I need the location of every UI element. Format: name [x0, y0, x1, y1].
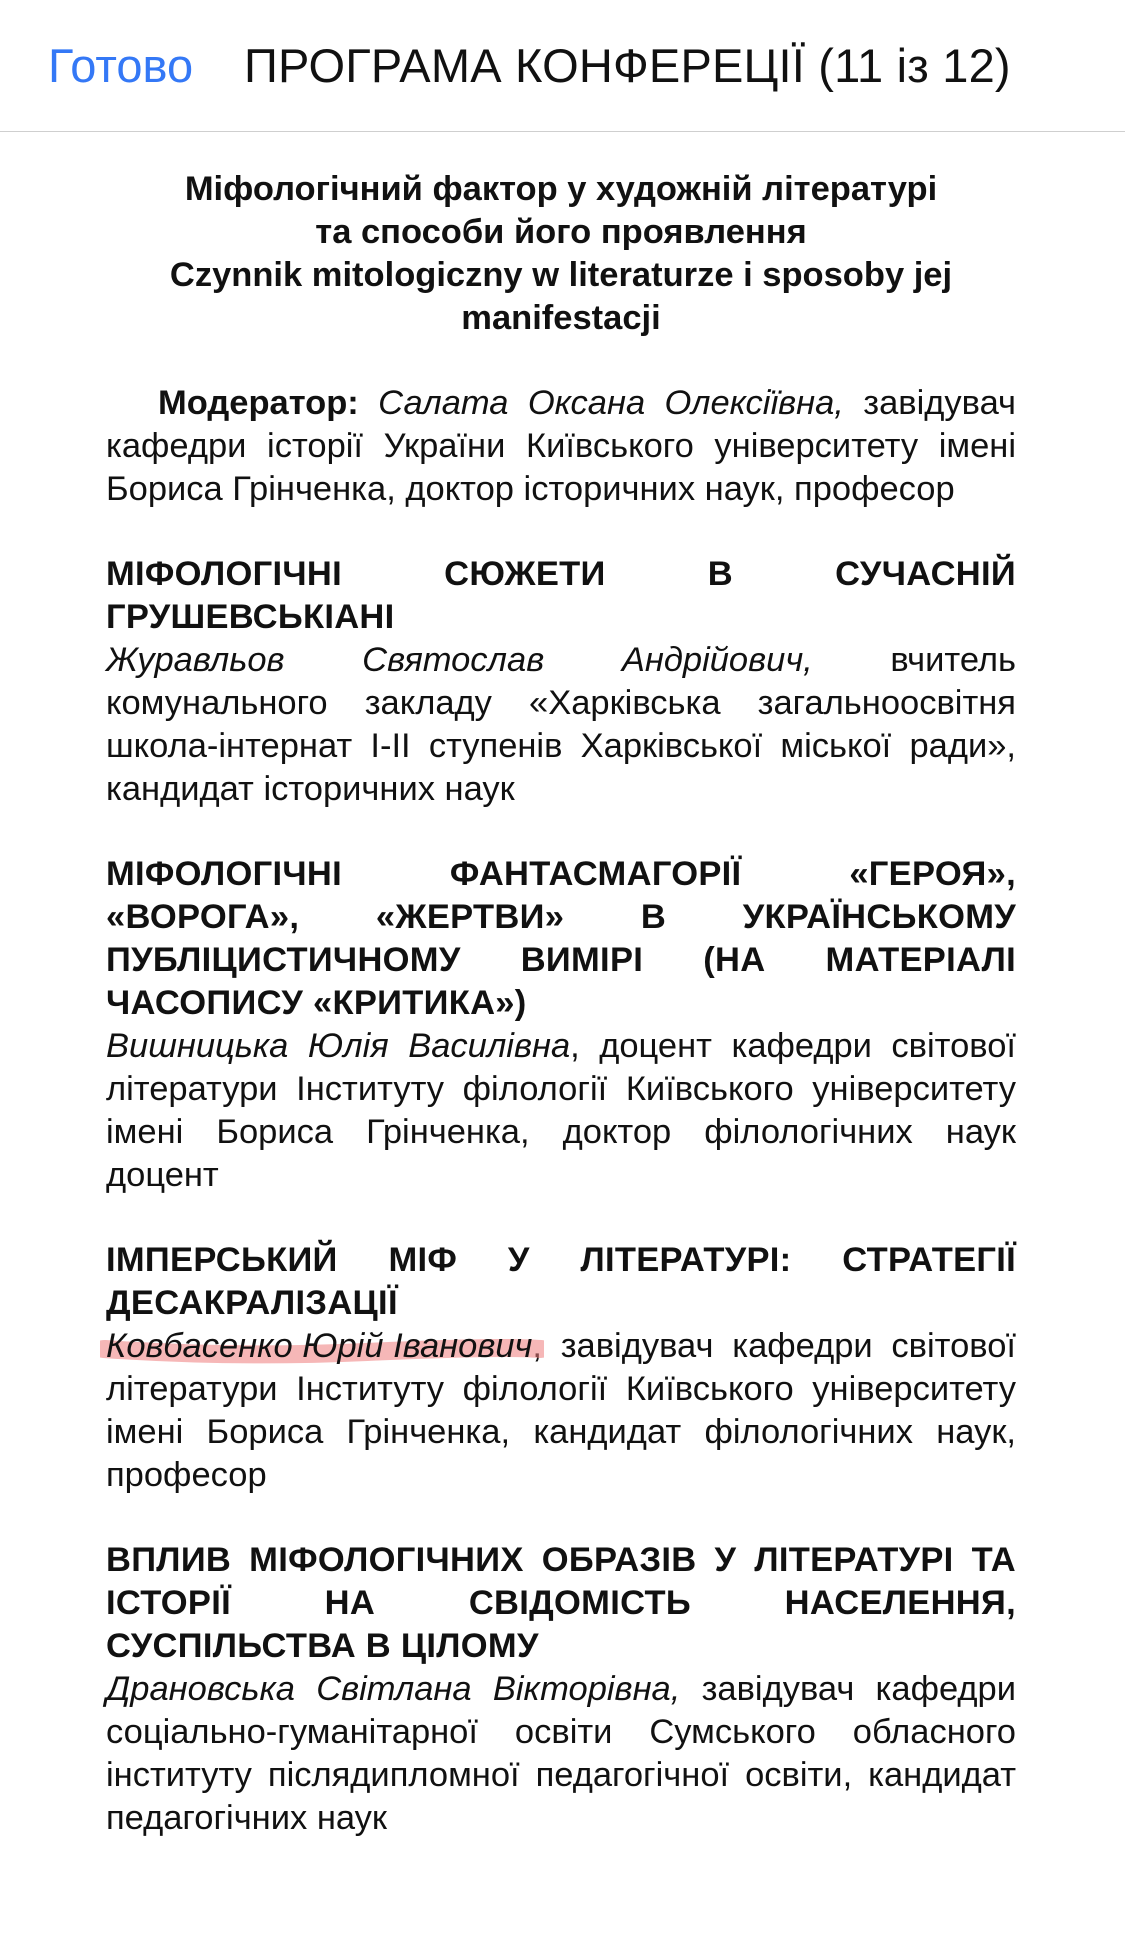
talk-title: МІФОЛОГІЧНІ СЮЖЕТИ В СУЧАСНІЙ ГРУШЕВСЬКІАНІ: [106, 555, 1016, 636]
moderator-paragraph: [106, 382, 1016, 511]
talk-speaker-paragraph: [106, 1668, 1016, 1840]
speaker-name: Журавльов Святослав Андрійович,: [106, 641, 813, 679]
talk-speaker-paragraph: [106, 1325, 1016, 1497]
done-button[interactable]: Готово: [48, 39, 194, 92]
speaker-name: Ковбасенко Юрій Іванович: [106, 1327, 533, 1365]
talk-item: [106, 853, 1016, 1197]
speaker-details: , завідувач кафедри світової літератури Інституту філології Київського університету імені Бориса Грінченка, кандидат філологічних наук, професор: [106, 1327, 1016, 1494]
speaker-name: Драновська Світлана Вікторівна,: [106, 1670, 681, 1708]
navigation-bar: [0, 0, 1125, 132]
talk-item: [106, 1539, 1016, 1840]
speaker-details: вчитель комунального закладу «Харківська загальноосвітня школа-інтернат І-ІІ ступенів Харківської міської ради», кандидат історичних наук: [106, 641, 1016, 808]
talk-speaker-paragraph: [106, 1025, 1016, 1197]
talk-item: [106, 1239, 1016, 1497]
speaker-details: завідувач кафедри соціально-гуманітарної освіти Сумського обласного інституту післядипломної педагогічної освіти, кандидат педагогічних наук: [106, 1670, 1016, 1837]
speaker-name: Вишницька Юлія Василівна: [106, 1027, 571, 1065]
moderator-details: завідувач кафедри історії України Київського університету імені Бориса Грінченка, доктор історичних наук, професор: [106, 384, 1016, 508]
talk-title: МІФОЛОГІЧНІ ФАНТАСМАГОРІЇ «ГЕРОЯ», «ВОРОГА», «ЖЕРТВИ» В УКРАЇНСЬКОМУ ПУБЛІЦИСТИЧНОМУ ВИМІРІ (НА МАТЕРІАЛІ ЧАСОПИСУ «КРИТИКА»): [106, 855, 1016, 1022]
moderator-label: Модератор:: [158, 384, 359, 422]
page-title: ПРОГРАМА КОНФЕРЕЦІЇ (11 із 12): [244, 39, 1011, 92]
section-title-line: та способи його проявлення: [315, 213, 807, 251]
talk-speaker-paragraph: [106, 639, 1016, 811]
section-title-line: manifestacji: [461, 299, 661, 337]
talk-item: [106, 553, 1016, 811]
section-title-line: Czynnik mitologiczny w literaturze i sposoby jej: [169, 256, 953, 294]
section-title: [106, 168, 1016, 340]
section-title-line: Міфологічний фактор у художній літературі: [184, 170, 938, 208]
moderator-name: Салата Оксана Олексіївна,: [378, 384, 844, 422]
document-page: [106, 168, 1016, 1840]
highlight-annotation: [106, 1325, 532, 1368]
speaker-details: , доцент кафедри світової літератури Інституту філології Київського університету імені Бориса Грінченка, доктор філологічних наук доцент: [106, 1027, 1016, 1194]
talk-title: ІМПЕРСЬКИЙ МІФ У ЛІТЕРАТУРІ: СТРАТЕГІЇ ДЕСАКРАЛІЗАЦІЇ: [106, 1241, 1016, 1322]
talk-title: ВПЛИВ МІФОЛОГІЧНИХ ОБРАЗІВ У ЛІТЕРАТУРІ ТА ІСТОРІЇ НА СВІДОМІСТЬ НАСЕЛЕННЯ, СУСПІЛЬСТВА В ЦІЛОМУ: [106, 1541, 1016, 1665]
